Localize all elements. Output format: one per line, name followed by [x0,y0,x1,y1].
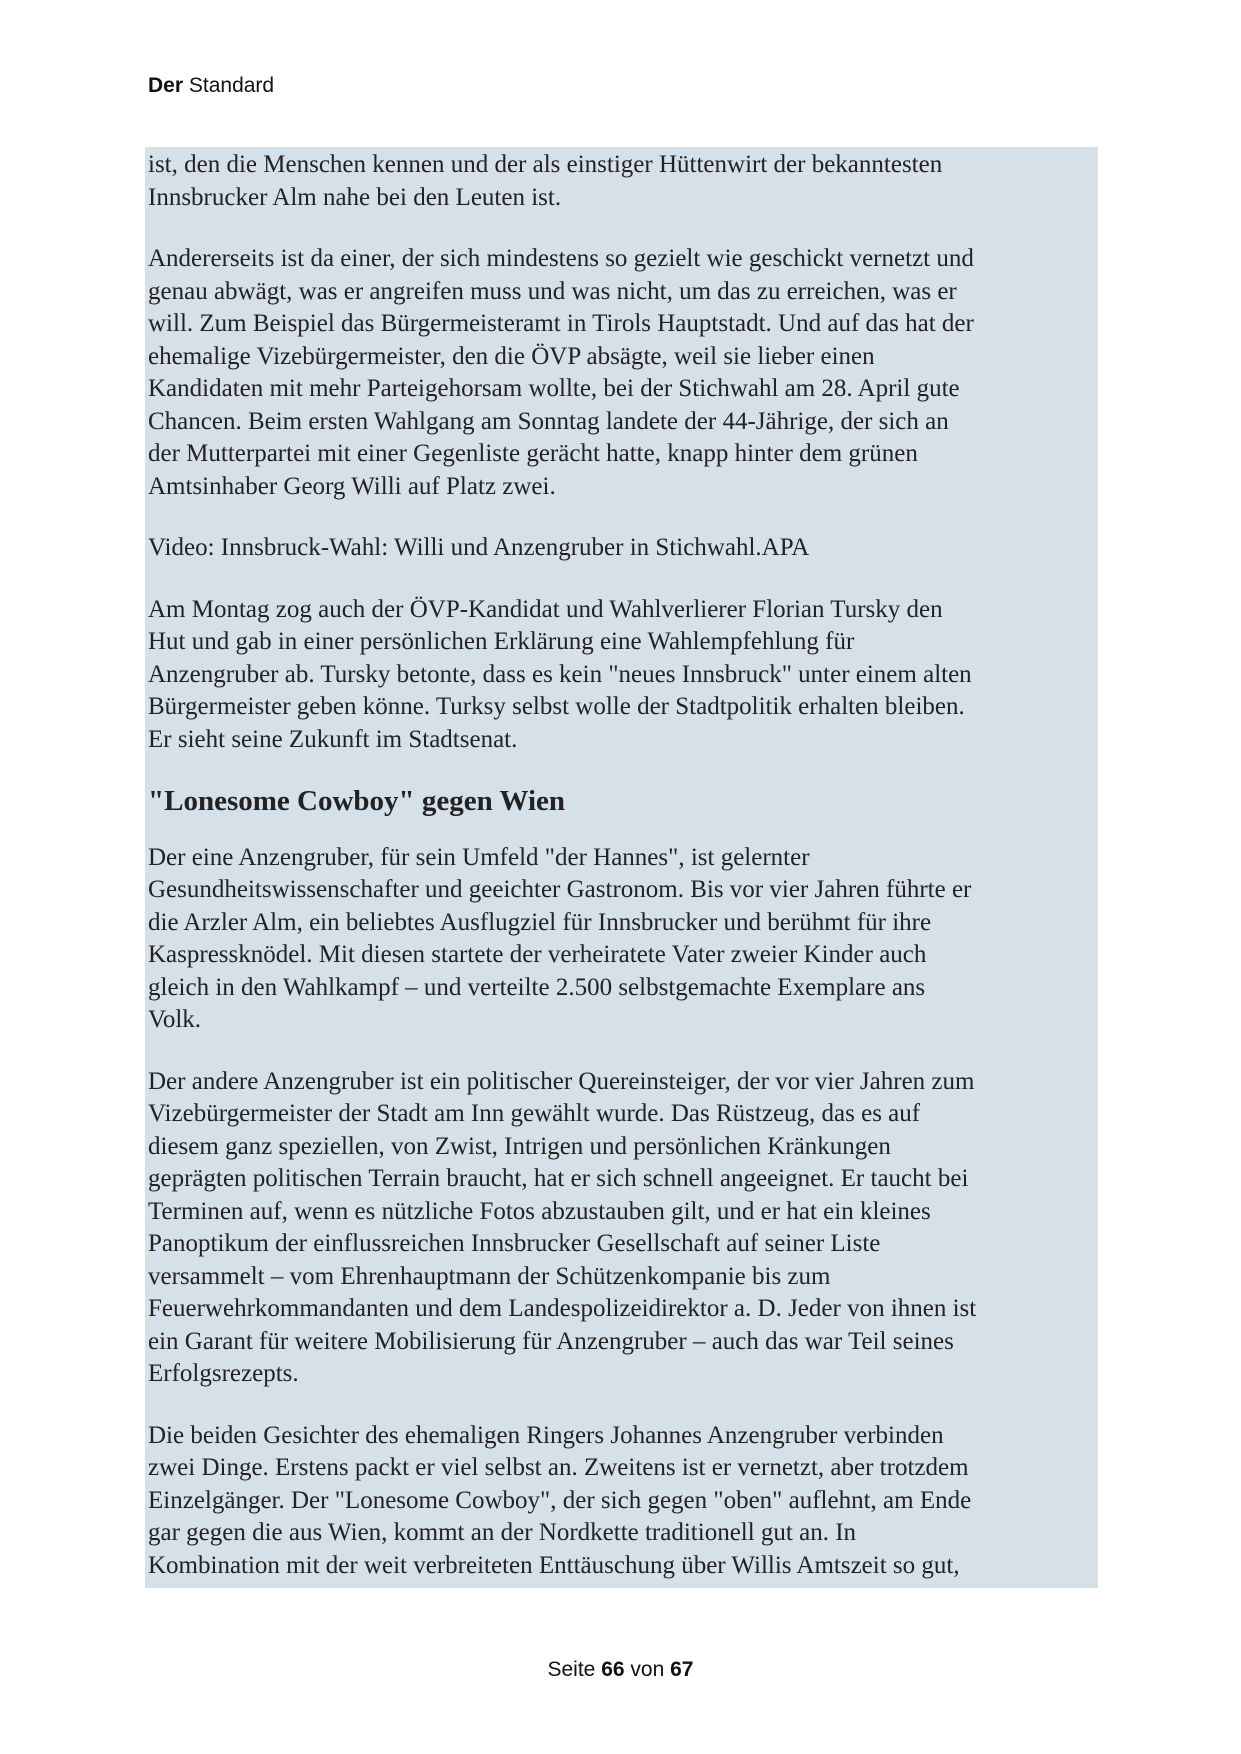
text-line: zwei Dinge. Erstens packt er viel selbst an. Zweitens ist er vernetzt, aber trotzdem [148,1454,969,1481]
brand-rest: Standard [188,74,275,97]
text-line: Kandidaten mit mehr Parteigehorsam wollte, bei der Stichwahl am 28. April gute [148,375,960,402]
page-of-label: von [630,1658,665,1681]
text-line: Video: Innsbruck-Wahl: Willi und Anzengruber in Stichwahl.APA [148,534,810,561]
brand-bold: Der [148,74,184,97]
paragraph [148,1066,1098,1391]
text-line: ist, den die Menschen kennen und der als einstiger Hüttenwirt der bekanntesten [148,151,943,178]
text-line: genau abwägt, was er angreifen muss und was nicht, um das zu erreichen, was er [148,277,957,305]
text-line: Andererseits ist da einer, der sich mindestens so gezielt wie geschickt vernetzt und [148,245,974,272]
text-line: Einzelgänger. Der "Lonesome Cowboy", der sich gegen "oben" auflehnt, am Ende [148,1486,972,1514]
text-line: Chancen. Beim ersten Wahlgang am Sonntag landete der 44-Jährige, der sich an [148,407,949,435]
text-line: Die beiden Gesichter des ehemaligen Ringers Johannes Anzengruber verbinden [148,1421,944,1449]
paragraph [148,594,1098,757]
text-line: Anzengruber ab. Tursky betonte, dass es kein "neues Innsbruck" unter einem alten [148,660,972,688]
text-line: Er sieht seine Zukunft im Stadtsenat. [148,725,518,753]
text-line: ein Garant für weitere Mobilisierung für Anzengruber – auch das war Teil seines [148,1327,954,1355]
section-heading: "Lonesome Cowboy" gegen Wien [148,785,566,817]
text-line: der Mutterpartei mit einer Gegenliste gerächt hatte, knapp hinter dem grünen [148,440,918,467]
paragraph [148,1420,1098,1583]
text-line: diesem ganz speziellen, von Zwist, Intrigen und persönlichen Kränkungen [148,1132,891,1160]
text-line: Terminen auf, wenn es nützliche Fotos abzustauben gilt, und er hat ein kleines [148,1197,931,1225]
text-line: Innsbrucker Alm nahe bei den Leuten ist. [148,183,562,211]
text-line: die Arzler Alm, ein beliebtes Ausflugziel für Innsbrucker und berühmt für ihre [148,908,932,936]
text-line: Gesundheitswissenschafter und geeichter Gastronom. Bis vor vier Jahren führte er [148,876,972,903]
paragraph [148,149,1098,214]
text-line: Amtsinhaber Georg Willi auf Platz zwei. [148,472,556,500]
text-line: will. Zum Beispiel das Bürgermeisteramt in Tirols Hauptstadt. Und auf das hat der [148,310,974,337]
text-line: Bürgermeister geben könne. Turksy selbst wolle der Stadtpolitik erhalten bleiben. [148,693,965,720]
current-page: 66 [601,1658,625,1681]
article-body [148,149,1098,1611]
text-line: gleich in den Wahlkampf – und verteilte 2.500 selbstgemachte Exemplare ans [148,973,926,1001]
text-line: Der eine Anzengruber, für sein Umfeld "der Hannes", ist gelernter [148,843,810,871]
text-line: Hut und gab in einer persönlichen Erklärung eine Wahlempfehlung für [148,628,855,655]
text-line: Am Montag zog auch der ÖVP-Kandidat und Wahlverlierer Florian Tursky den [148,595,943,623]
text-line: ehemalige Vizebürgermeister, den die ÖVP absägte, weil sie lieber einen [148,342,875,370]
text-line: Vizebürgermeister der Stadt am Inn gewählt wurde. Das Rüstzeug, das es auf [148,1100,921,1127]
page-number [0,1658,1241,1682]
text-line: versammelt – vom Ehrenhauptmann der Schützenkompanie bis zum [148,1262,831,1290]
text-line: Panoptikum der einflussreichen Innsbrucker Gesellschaft auf seiner Liste [148,1230,881,1257]
paragraph [148,842,1098,1037]
text-line: Kombination mit der weit verbreiteten Enttäuschung über Willis Amtszeit so gut, [148,1551,960,1579]
page-label: Seite [547,1658,596,1681]
text-line: Volk. [148,1006,202,1033]
text-line: Kaspressknödel. Mit diesen startete der verheiratete Vater zweier Kinder auch [148,941,927,968]
text-line: gar gegen die aus Wien, kommt an der Nordkette traditionell gut an. In [148,1519,857,1546]
text-line: Erfolgsrezepts. [148,1360,299,1387]
text-line: Der andere Anzengruber ist ein politischer Quereinsteiger, der vor vier Jahren zum [148,1067,975,1095]
video-caption [148,532,1098,565]
paragraph [148,243,1098,503]
text-line: Feuerwehrkommandanten und dem Landespolizeidirektor a. D. Jeder von ihnen ist [148,1295,977,1322]
total-pages: 67 [670,1658,694,1681]
text-line: geprägten politischen Terrain braucht, hat er sich schnell angeeignet. Er taucht bei [148,1165,969,1192]
publication-header [148,74,274,98]
